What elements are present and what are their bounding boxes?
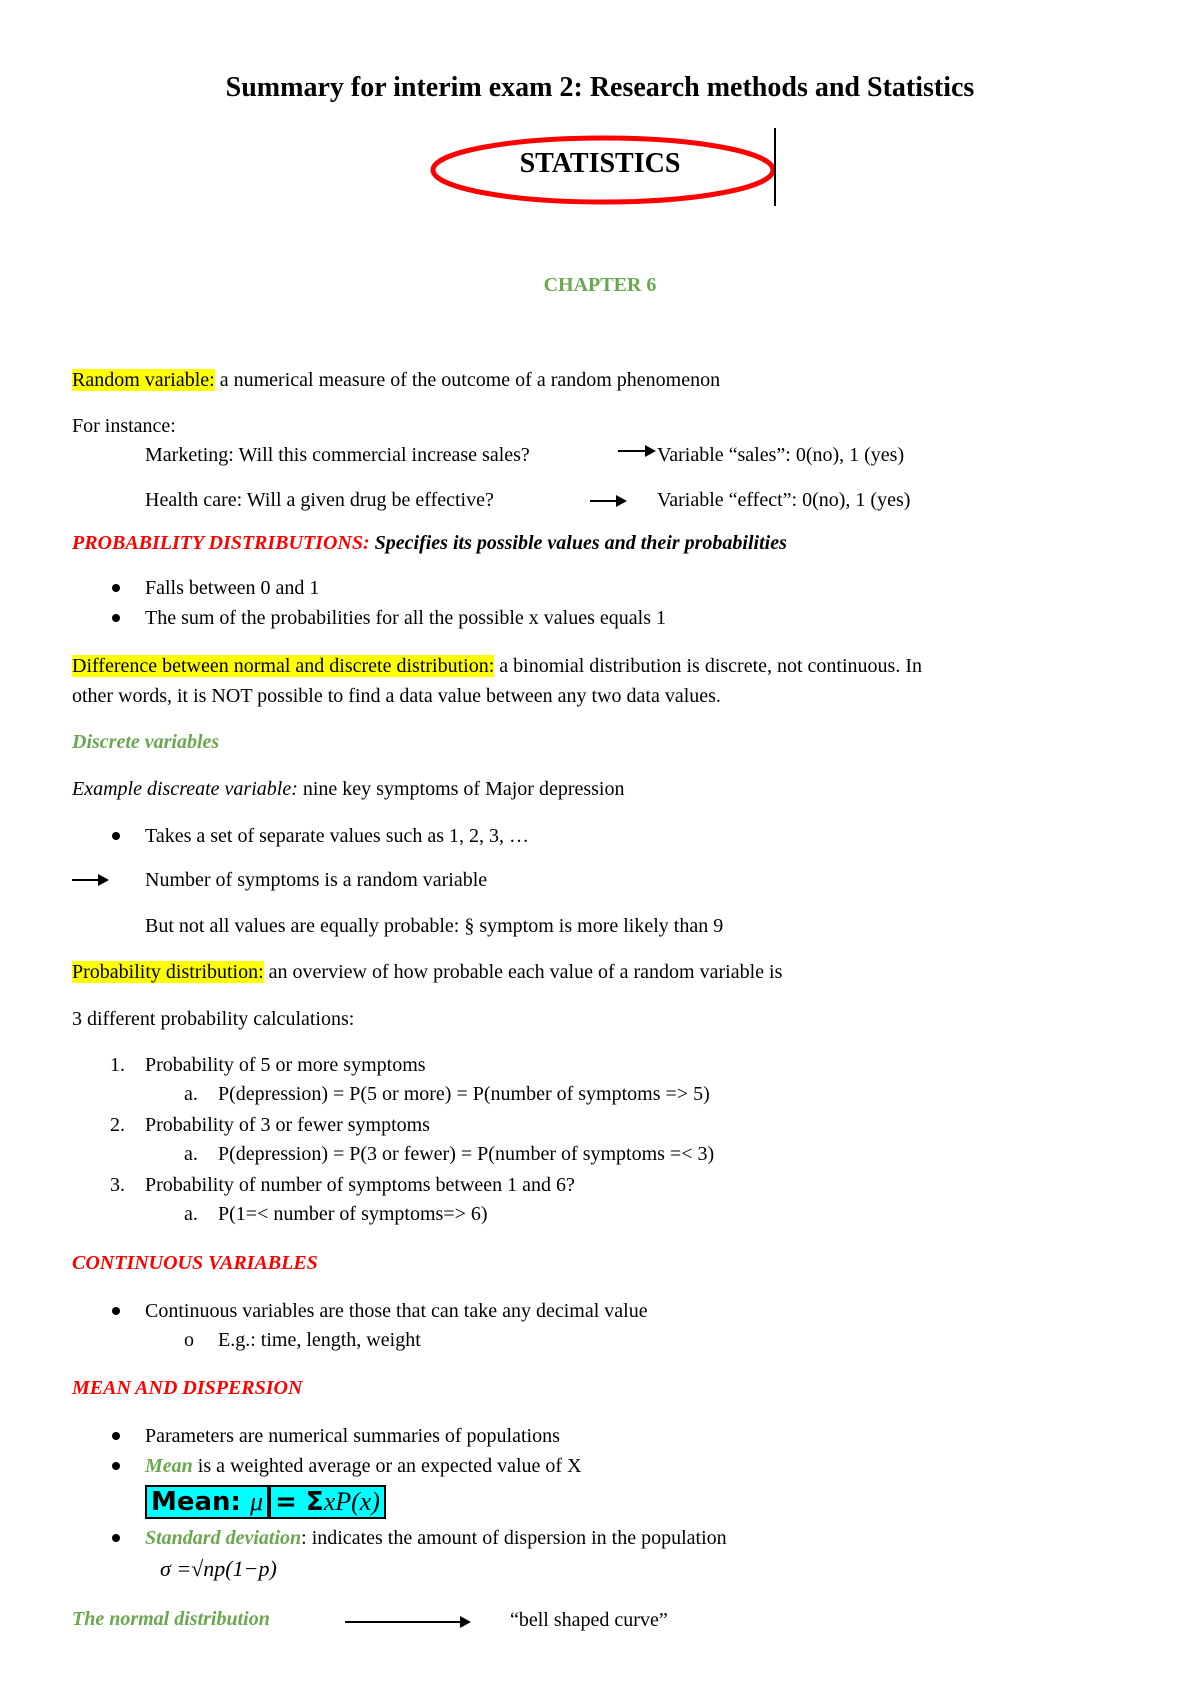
normal-distribution-heading: The normal distribution: [72, 1608, 270, 1630]
probability-distribution-term: Probability distribution:: [72, 961, 264, 983]
prob-dist-heading: PROBABILITY DISTRIBUTIONS:: [72, 532, 370, 554]
prob-dist-heading-line: [72, 531, 787, 555]
list-item: Falls between 0 and 1: [145, 577, 320, 599]
example-marketing: Marketing: Will this commercial increase sales?: [145, 444, 530, 466]
sigma-sum: = Σ: [275, 1487, 324, 1517]
sub-letter: a.: [184, 1143, 198, 1165]
example-marketing-variable: Variable “sales”: 0(no), 1 (yes): [657, 444, 905, 466]
random-variable-term: Random variable:: [72, 369, 215, 391]
arrow-right-icon: [72, 874, 109, 886]
arrow-right-icon: [590, 495, 627, 507]
difference-line-1: [72, 654, 922, 678]
bullet-icon: [112, 1534, 120, 1542]
for-instance-label: For instance:: [72, 415, 176, 437]
discrete-note: But not all values are equally probable: § symptom is more likely than 9: [145, 915, 724, 937]
bullet-icon: [112, 1462, 120, 1470]
sd-formula: σ =√np(1−p): [160, 1556, 277, 1581]
stamp-text: STATISTICS: [519, 148, 681, 179]
list-item: [145, 1454, 582, 1478]
mean-label: Mean:: [151, 1487, 251, 1517]
difference-term: Difference between normal and discrete distribution:: [72, 655, 495, 677]
statistics-stamp: [425, 128, 785, 212]
arrow-right-icon: [618, 445, 656, 457]
list-item: Takes a set of separate values such as 1, 2, 3, …: [145, 825, 530, 847]
list-number: 3.: [110, 1174, 125, 1196]
sub-bullet-icon: o: [184, 1329, 194, 1351]
discrete-example-label: Example discreate variable:: [72, 778, 298, 800]
mean-dispersion-heading: MEAN AND DISPERSION: [72, 1377, 303, 1399]
bullet-icon: [112, 614, 120, 622]
mean-label-box: [145, 1485, 269, 1519]
random-variable-definition: a numerical measure of the outcome of a random phenomenon: [214, 369, 721, 391]
list-item: [145, 1526, 727, 1550]
standard-deviation-text: : indicates the amount of dispersion in the population: [301, 1527, 727, 1549]
random-variable-line: [72, 368, 720, 392]
bullet-icon: [112, 1307, 120, 1315]
probability-distribution-definition: an overview of how probable each value of a random variable is: [263, 961, 783, 983]
list-item: Probability of 3 or fewer symptoms: [145, 1114, 430, 1136]
mean-term: Mean: [145, 1455, 193, 1477]
difference-text: a binomial distribution is discrete, not continuous. In: [494, 655, 922, 677]
sub-letter: a.: [184, 1203, 198, 1225]
list-item: Parameters are numerical summaries of populations: [145, 1425, 560, 1447]
mean-text: is a weighted average or an expected value of X: [192, 1455, 582, 1477]
mean-formula: [145, 1485, 386, 1519]
discrete-example-line: [72, 777, 624, 801]
bullet-icon: [112, 1432, 120, 1440]
list-item: Continuous variables are those that can take any decimal value: [145, 1300, 648, 1322]
normal-distribution-desc: “bell shaped curve”: [510, 1609, 668, 1631]
prob-dist-subheading: Specifies its possible values and their probabilities: [369, 532, 787, 554]
sub-letter: a.: [184, 1083, 198, 1105]
discrete-heading: Discrete variables: [72, 731, 220, 753]
chapter-heading: CHAPTER 6: [543, 274, 657, 296]
example-healthcare: Health care: Will a given drug be effective?: [145, 489, 494, 511]
mean-expression-box: [269, 1485, 386, 1519]
discrete-arrow-text: Number of symptoms is a random variable: [145, 869, 488, 891]
bullet-icon: [112, 832, 120, 840]
sub-list-item: P(depression) = P(5 or more) = P(number of symptoms => 5): [218, 1083, 710, 1105]
continuous-heading: CONTINUOUS VARIABLES: [72, 1252, 318, 1274]
list-item: Probability of 5 or more symptoms: [145, 1054, 426, 1076]
list-item: Probability of number of symptoms between 1 and 6?: [145, 1174, 575, 1196]
calc-intro: 3 different probability calculations:: [72, 1008, 355, 1030]
list-item: The sum of the probabilities for all the possible x values equals 1: [145, 607, 666, 629]
mean-expression: xP(x): [323, 1487, 380, 1516]
mu-symbol: μ: [250, 1487, 264, 1516]
bullet-icon: [112, 584, 120, 592]
standard-deviation-term: Standard deviation: [145, 1527, 302, 1549]
sub-list-item: P(1=< number of symptoms=> 6): [218, 1203, 488, 1225]
discrete-example-text: nine key symptoms of Major depression: [297, 778, 625, 800]
sub-list-item: E.g.: time, length, weight: [218, 1329, 421, 1351]
example-healthcare-variable: Variable “effect”: 0(no), 1 (yes): [657, 489, 911, 511]
list-number: 2.: [110, 1114, 125, 1136]
arrow-right-icon: [345, 1616, 471, 1628]
list-number: 1.: [110, 1054, 125, 1076]
difference-line-2: other words, it is NOT possible to find a data value between any two data values.: [72, 685, 721, 707]
probability-distribution-line: [72, 960, 782, 984]
page-title: Summary for interim exam 2: Research methods and Statistics: [225, 72, 975, 103]
sub-list-item: P(depression) = P(3 or fewer) = P(number of symptoms =< 3): [218, 1143, 715, 1165]
